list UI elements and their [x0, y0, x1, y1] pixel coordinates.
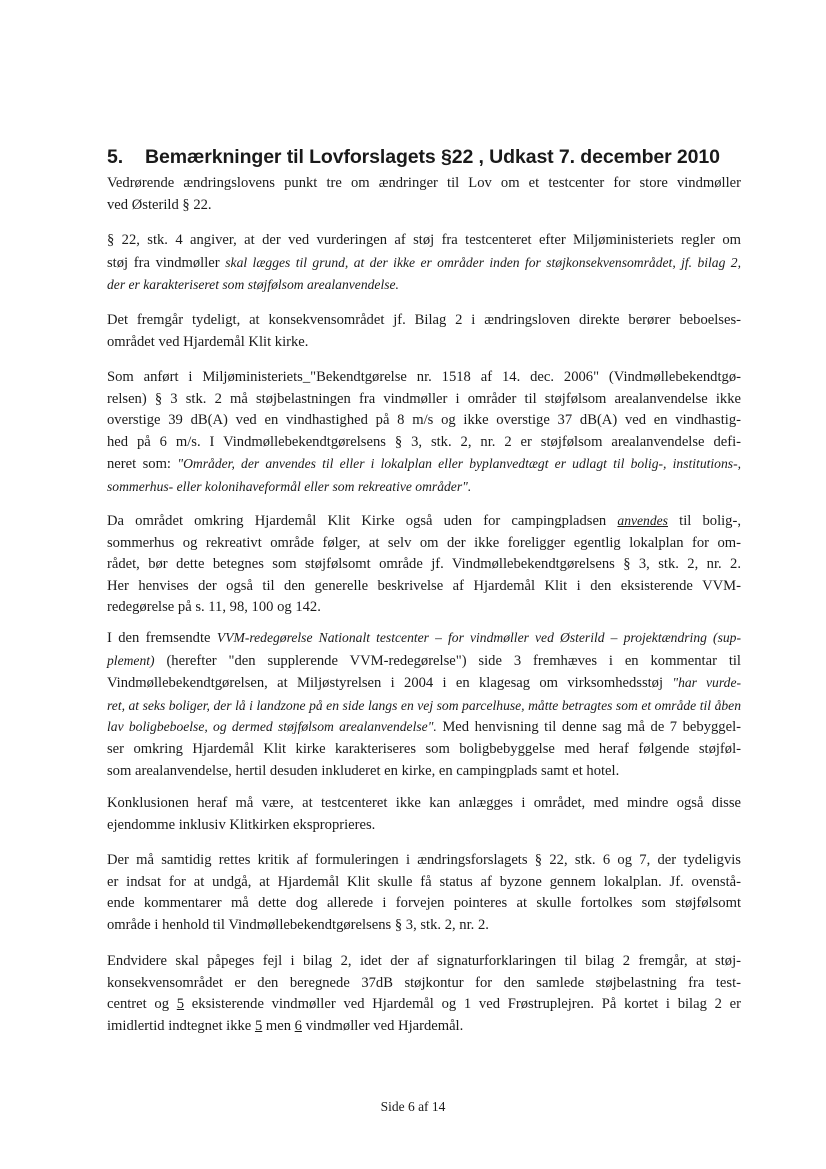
text-run: men [262, 1017, 295, 1034]
text-run: vindmøller ved Hjardemål. [301, 1017, 464, 1034]
section-number: 5. [107, 146, 124, 168]
text-run: I den fremsendte [107, 630, 217, 646]
text-line [107, 1016, 741, 1038]
text-line: som arealanvendelse, hertil desuden inkluderet en kirke, en campingplads samt et hotel. [107, 762, 620, 779]
text-line: er indsat for at undgå, at Hjardemål Klit skulle få status af byzone gennem lokalplan. Jf. ovenstå- [107, 873, 741, 890]
paragraph-7 [107, 793, 741, 836]
page-number: Side 6 af 14 [380, 1099, 446, 1114]
text-run: eksisterende vindmøller ved Hjardemål og 1 ved Frøstruplejren. På kortet i bilag 2 er [184, 996, 741, 1013]
paragraph-5 [107, 510, 741, 619]
text-run: Med henvisning til denne sag må de 7 bebyggel- [436, 719, 741, 736]
text-line: sommerhus og rekreativt område følger, at selv om der ikke foreligger egentlig lokalplan for om- [107, 534, 741, 551]
italic-title: VVM-redegørelse Nationalt testcenter – for vindmøller ved Østerild – projektændring (sup- [216, 630, 741, 645]
text-line [107, 716, 741, 739]
italic-quote: "har vurde- [672, 675, 741, 691]
text-run: Vindmøllebekendtgørelsen, at Miljøstyrelsen i 2004 i en klagesag om virksomhedsstøj [107, 675, 673, 692]
paragraph-2 [107, 230, 741, 296]
text-line: Der må samtidig rettes kritik af formuleringen i ændringsforslagets § 22, stk. 6 og 7, der tydeligvis [107, 852, 741, 868]
underlined-number: 5 [176, 996, 185, 1013]
text-line [107, 994, 741, 1016]
text-run: til bolig-, [667, 513, 741, 529]
underlined-word: anvendes [617, 513, 668, 528]
text-run: Da området omkring Hjardemål Klit Kirke også uden for campingpladsen [107, 513, 618, 529]
underlined-number: 5 [254, 1017, 263, 1034]
italic-quote: skal lægges til grund, at der ikke er områder inden for støjkonsekvensområdet, jf. bilag 2, [225, 254, 741, 270]
paragraph-4 [107, 367, 741, 498]
text-line: Endvidere skal påpeges fejl i bilag 2, idet der af signaturforklaringen til bilag 2 fremgår, at støj- [107, 953, 741, 969]
paragraph-6 [107, 627, 741, 782]
text-line: Konklusionen heraf må være, at testcenteret ikke kan anlægges i området, med mindre også disse [107, 795, 741, 811]
text-line [107, 650, 741, 673]
text-line: Det fremgår tydeligt, at konsekvensområdet jf. Bilag 2 i ændringsloven direkte berører beboelses- [107, 312, 741, 328]
section-heading [107, 143, 757, 171]
text-line: området ved Hjardemål Klit kirke. [107, 333, 309, 350]
text-line: Som anført i Miljøministeriets_"Bekendtgørelse nr. 1518 af 14. dec. 2006" (Vindmøllebekendtgø- [107, 369, 741, 385]
underlined-number: 6 [294, 1017, 302, 1034]
text-line: relsen) § 3 stk. 2 må støjbelastningen fra vindmøller i områder til støjfølsom arealanvendelse ikke [107, 390, 741, 407]
text-line: ser omkring Hjardemål Klit kirke karakteriseres som boligbebyggelse med heraf følgende støjføl- [107, 740, 741, 757]
text-line [107, 510, 741, 533]
text-run: imidlertid indtegnet ikke [107, 1017, 255, 1034]
paragraph-9 [107, 951, 741, 1037]
text-run: centret og [107, 996, 177, 1013]
text-line: Her henvises der også til den generelle beskrivelse af Hjardemål Klit i den eksisterende VVM- [107, 577, 741, 594]
paragraph-8 [107, 850, 741, 936]
italic-title: plement) [107, 652, 155, 668]
text-line: hed på 6 m/s. I Vindmøllebekendtgørelsens § 3, stk. 2, nr. 2 er støjfølsom arealanvendelse defi- [107, 433, 741, 450]
text-line [107, 252, 741, 275]
italic-quote: sommerhus- eller kolonihaveformål eller som rekreative områder". [107, 478, 472, 494]
text-line [107, 672, 741, 695]
paragraph-1 [107, 173, 741, 216]
text-run: neret som: [107, 456, 178, 473]
text-line: redegørelse på s. 11, 98, 100 og 142. [107, 599, 321, 616]
text-line [107, 453, 741, 476]
italic-quote: "Områder, der anvendes til eller i lokalplan eller byplanvedtægt er udlagt til bolig-, institutions-, [177, 456, 741, 472]
text-line: ende kommentarer må dette dog allerede i forvejen pointeres at skulle fortolkes som støjfølsomt [107, 895, 741, 912]
text-line: ved Østerild § 22. [107, 196, 212, 213]
italic-quote: der er karakteriseret som støjfølsom arealanvendelse. [107, 277, 399, 293]
text-line: Vedrørende ændringslovens punkt tre om ændringer til Lov om et testcenter for store vindmøller [107, 175, 741, 191]
text-line: rådet, bør dette betegnes som støjfølsomt område jf. Vindmøllebekendtgørelsens § 3, stk. 2, nr. 2. [107, 556, 741, 573]
text-line: område i henhold til Vindmøllebekendtgørelsens § 3, stk. 2, nr. 2. [107, 916, 489, 933]
text-run: (herefter "den supplerende VVM-redegørelse") side 3 fremhæves i en kommentar til [154, 652, 741, 669]
italic-quote: ret, at seks boliger, der lå i landzone på en side langs en vej som parcelhuse, måtte betragtes som et område til åben [107, 697, 741, 713]
text-line: § 22, stk. 4 angiver, at der ved vurderingen af støj fra testcenteret efter Miljøministeriets regler om [107, 232, 741, 248]
text-line [107, 627, 741, 650]
text-line: overstige 39 dB(A) ved en vindhastighed på 8 m/s og ikke overstige 37 dB(A) ved en vindhastig- [107, 412, 741, 429]
text-run: støj fra vindmøller [107, 254, 226, 271]
text-line: ejendomme inklusiv Klitkirken eksproprieres. [107, 816, 376, 833]
section-title: Bemærkninger til Lovforslagets §22 , Udkast 7. december 2010 [145, 146, 720, 168]
italic-quote: lav boligbeboelse, og dermed støjfølsom arealanvendelse". [107, 719, 437, 735]
text-line: konsekvensområdet er den beregnede 37dB støjkontur for den samlede støjbelastning fra test- [107, 974, 741, 991]
paragraph-3 [107, 310, 741, 353]
